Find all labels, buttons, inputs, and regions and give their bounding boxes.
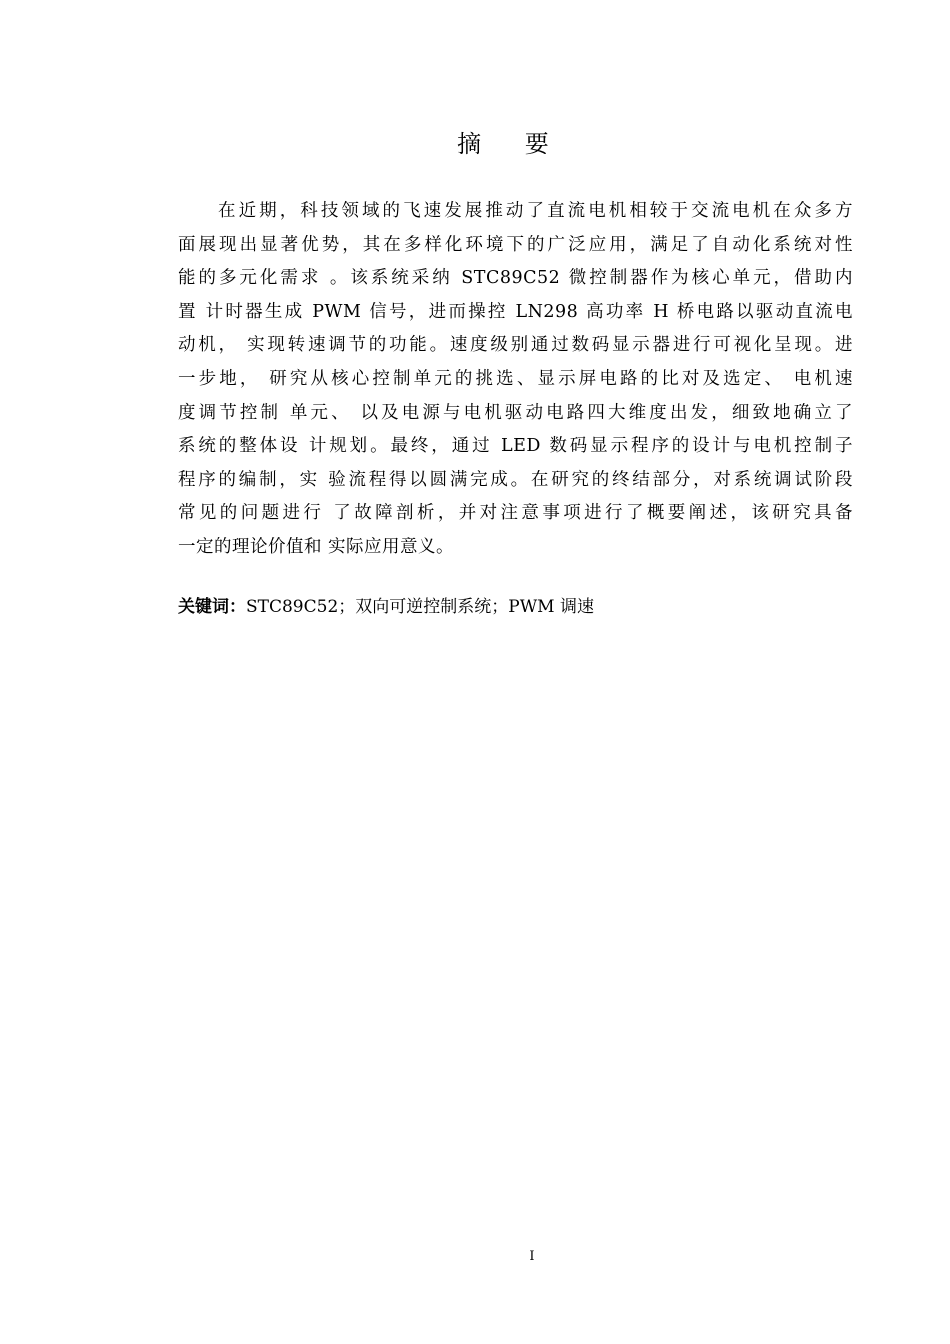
- abstract-body: [178, 195, 853, 565]
- abstract-line: 动机， 实现转速调节的功能。速度级别通过数码显示器进行可视化呈现。进: [178, 335, 853, 356]
- abstract-line: 一定的理论价值和 实际应用意义。: [178, 536, 455, 557]
- keywords-text: STC89C52；双向可逆控制系统；PWM 调速: [246, 597, 594, 617]
- abstract-line: 常见的问题进行 了故障剖析，并对注意事项进行了概要阐述，该研究具备: [178, 503, 853, 524]
- keywords-label: 关键词：: [178, 597, 246, 617]
- abstract-line: 置 计时器生成 PWM 信号，进而操控 LN298 高功率 H 桥电路以驱动直流电: [178, 301, 853, 322]
- abstract-line: 一步地， 研究从核心控制单元的挑选、显示屏电路的比对及选定、 电机速: [178, 368, 853, 389]
- page-title: 摘 要: [457, 130, 567, 158]
- page-number: I: [529, 1249, 535, 1264]
- abstract-line: 能的多元化需求 。该系统采纳 STC89C52 微控制器作为核心单元，借助内: [178, 268, 853, 289]
- abstract-line: 系统的整体设 计规划。最终，通过 LED 数码显示程序的设计与电机控制子: [178, 436, 853, 457]
- abstract-line: 程序的编制，实 验流程得以圆满完成。在研究的终结部分，对系统调试阶段: [178, 469, 853, 490]
- abstract-line: 度调节控制 单元、 以及电源与电机驱动电路四大维度出发，细致地确立了: [178, 402, 853, 423]
- abstract-line: 在近期，科技领域的飞速发展推动了直流电机相较于交流电机在众多方: [218, 201, 853, 221]
- abstract-line: 面展现出显著优势，其在多样化环境下的广泛应用，满足了自动化系统对性: [178, 234, 853, 255]
- keywords: [178, 593, 594, 621]
